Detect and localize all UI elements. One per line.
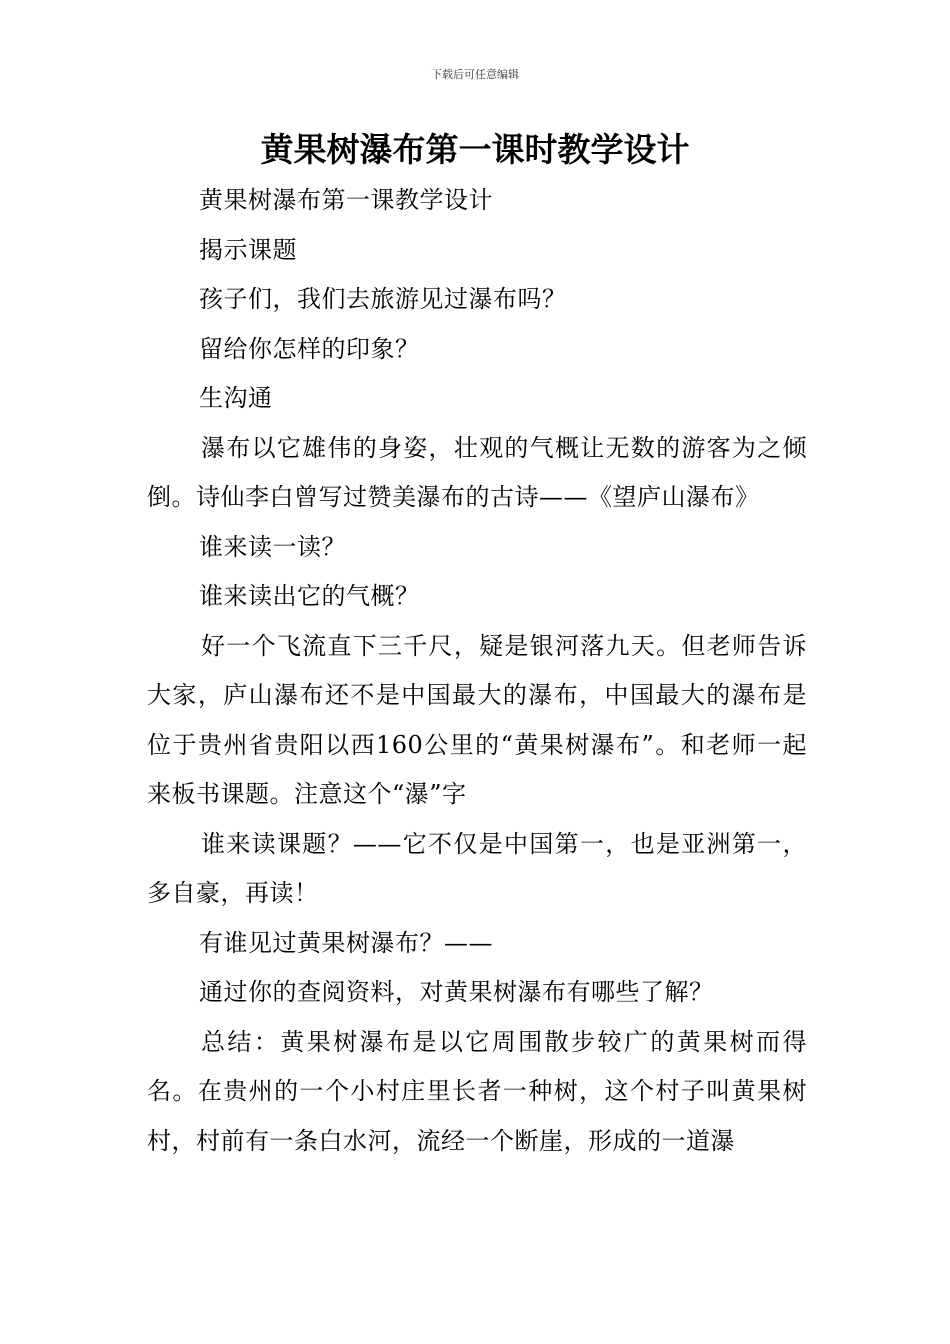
paragraph-12: 通过你的查阅资料，对黄果树瀑布有哪些了解？: [199, 978, 714, 1006]
paragraph-3: 孩子们，我们去旅游见过瀑布吗？: [199, 285, 567, 313]
paragraph-7: 谁来读一读？: [199, 532, 346, 561]
paragraph-2: 揭示课题: [199, 235, 297, 264]
document-title: 黄果树瀑布第一课时教学设计: [260, 130, 690, 169]
paragraph-6: 瀑布以它雄伟的身姿，壮观的气概让无数的游客为之倾倒。诗仙李白曾写过赞美瀑布的古诗——《望庐山瀑布》: [147, 433, 807, 511]
paragraph-11: 有谁见过黄果树瀑布？——: [199, 928, 493, 957]
document-body: [147, 176, 807, 1166]
paragraph-9: 好一个飞流直下三千尺，疑是银河落九天。但老师告诉大家，庐山瀑布还不是中国最大的瀑布，中国最大的瀑布是位于贵州省贵阳以西160公里的“黄果树瀑布”。和老师一起来板书课题。注意这个“瀑”字: [147, 631, 807, 808]
paragraph-10: 谁来读课题？——它不仅是中国第一，也是亚洲第一，多自豪，再读！: [147, 829, 807, 907]
paragraph-4: 留给你怎样的印象？: [199, 334, 420, 363]
paragraph-8: 谁来读出它的气概？: [199, 582, 420, 610]
header-note: 下载后可任意编辑: [431, 68, 519, 81]
paragraph-5: 生沟通: [199, 384, 273, 412]
paragraph-13: 总结：黄果树瀑布是以它周围散步较广的黄果树而得名。在贵州的一个小村庄里长者一种树，这个村子叫黄果树村，村前有一条白水河，流经一个断崖，形成的一道瀑: [147, 1027, 807, 1155]
paragraph-1: 黄果树瀑布第一课教学设计: [199, 186, 493, 214]
